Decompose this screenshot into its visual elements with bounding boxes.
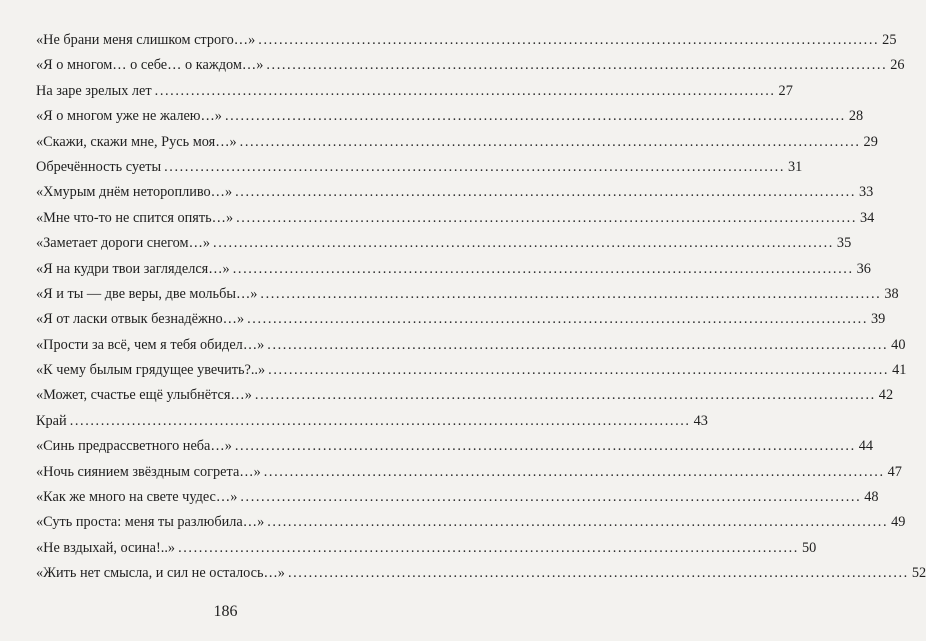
toc-title: Обречённость суеты <box>36 158 162 175</box>
toc-leader-dots: ........................................................................................................................ <box>266 57 888 74</box>
toc-leader-dots: ........................................................................................................................ <box>258 32 880 48</box>
toc-entry <box>36 333 906 358</box>
toc-title: «Жить нет смысла, и сил не осталось…» <box>36 565 285 582</box>
toc-entry <box>36 180 874 205</box>
toc-title: «Может, счастье ещё улыбнётся…» <box>36 387 252 404</box>
toc-entry <box>36 434 874 459</box>
toc-page: 28 <box>848 108 864 125</box>
toc-title: «Я от ласки отвык безнадёжно…» <box>36 311 245 328</box>
toc-title: «Я на кудри твои загляделся…» <box>36 260 230 277</box>
toc-leader-dots: ........................................................................................................................ <box>234 438 856 455</box>
toc-title: «Суть проста: меня ты разлюбила…» <box>36 514 265 531</box>
toc-leader-dots: ........................................................................................................................ <box>247 311 869 328</box>
toc-entry <box>36 510 906 535</box>
toc-entry <box>36 358 907 383</box>
toc-leader-dots: ........................................................................................................................ <box>213 235 834 252</box>
toc-entry <box>36 561 926 586</box>
toc-page: 41 <box>892 362 907 379</box>
toc-entry <box>36 206 875 231</box>
toc-page: 27 <box>778 82 793 99</box>
toc-entry <box>36 282 899 307</box>
toc-title: «Хмурым днём неторопливо…» <box>36 184 233 201</box>
toc-leader-dots: ........................................................................................................................ <box>235 184 857 201</box>
toc-page: 42 <box>878 387 894 404</box>
toc-page: 34 <box>860 209 875 226</box>
toc-page: 26 <box>890 57 905 74</box>
toc-entry <box>36 383 894 408</box>
toc-entry <box>36 307 886 332</box>
toc-entry <box>36 536 817 561</box>
toc-title: «Прости за всё, чем я тебя обидел…» <box>36 336 265 353</box>
table-of-contents <box>36 28 926 587</box>
toc-leader-dots: ........................................................................................................................ <box>239 133 861 150</box>
toc-title: «Я и ты — две веры, две мольбы…» <box>36 285 258 302</box>
toc-title: «Синь предрассветного неба…» <box>36 438 232 455</box>
toc-entry <box>36 460 902 485</box>
toc-page: 43 <box>693 412 708 429</box>
toc-leader-dots: ........................................................................................................................ <box>69 412 691 429</box>
toc-leader-dots: ........................................................................................................................ <box>287 565 909 582</box>
toc-leader-dots: ........................................................................................................................ <box>263 463 885 480</box>
toc-leader-dots: ........................................................................................................................ <box>267 514 889 531</box>
toc-page: 47 <box>887 463 902 480</box>
toc-entry <box>36 231 852 256</box>
toc-page: 50 <box>801 539 817 556</box>
page-number: 186 <box>213 603 238 620</box>
toc-page: 44 <box>858 438 874 455</box>
toc-title: «Не брани меня слишком строго…» <box>36 32 256 48</box>
toc-leader-dots: ........................................................................................................................ <box>178 539 799 556</box>
toc-page: 29 <box>863 133 878 150</box>
toc-title: На заре зрелых лет <box>36 82 152 99</box>
toc-leader-dots: ........................................................................................................................ <box>224 108 846 125</box>
toc-title: «Скажи, скажи мне, Русь моя…» <box>36 133 237 150</box>
toc-page: 38 <box>884 285 899 302</box>
toc-page: 49 <box>891 514 906 531</box>
toc-page: 31 <box>788 158 803 175</box>
toc-title: «Как же много на свете чудес…» <box>36 489 238 506</box>
toc-leader-dots: ........................................................................................................................ <box>254 387 876 404</box>
toc-entry <box>36 485 879 510</box>
toc-title: Край <box>36 412 67 429</box>
toc-leader-dots: ........................................................................................................................ <box>260 285 882 302</box>
toc-title: «Я о многом… о себе… о каждом…» <box>36 57 264 74</box>
toc-entry <box>36 409 708 434</box>
toc-title: «Я о многом уже не жалею…» <box>36 108 222 125</box>
toc-title: «Не вздыхай, осина!..» <box>36 539 176 556</box>
toc-title: «К чему былым грядущее увечить?..» <box>36 362 266 379</box>
toc-leader-dots: ........................................................................................................................ <box>232 260 854 277</box>
toc-title: «Заметает дороги снегом…» <box>36 235 211 252</box>
toc-entry <box>36 130 878 155</box>
toc-page: 40 <box>891 336 906 353</box>
toc-leader-dots: ........................................................................................................................ <box>154 82 776 99</box>
toc-page: 36 <box>856 260 871 277</box>
toc-leader-dots: ........................................................................................................................ <box>240 489 862 506</box>
toc-leader-dots: ........................................................................................................................ <box>268 362 890 379</box>
toc-title: «Мне что-то не спится опять…» <box>36 209 234 226</box>
toc-page: 35 <box>836 235 852 252</box>
toc-leader-dots: ........................................................................................................................ <box>267 336 889 353</box>
toc-page: 33 <box>859 184 874 201</box>
toc-entry <box>36 53 905 78</box>
toc-leader-dots: ........................................................................................................................ <box>236 209 858 226</box>
toc-entry <box>36 155 803 180</box>
toc-page: 25 <box>882 32 897 48</box>
toc-page: 48 <box>864 489 879 506</box>
toc-entry <box>36 104 864 129</box>
toc-entry <box>36 28 897 53</box>
toc-entry <box>36 257 871 282</box>
toc-title: «Ночь сиянием звёздным согрета…» <box>36 463 261 480</box>
toc-entry <box>36 79 793 104</box>
toc-leader-dots: ........................................................................................................................ <box>164 158 785 175</box>
toc-page: 52 <box>911 565 926 582</box>
toc-page: 39 <box>871 311 886 328</box>
